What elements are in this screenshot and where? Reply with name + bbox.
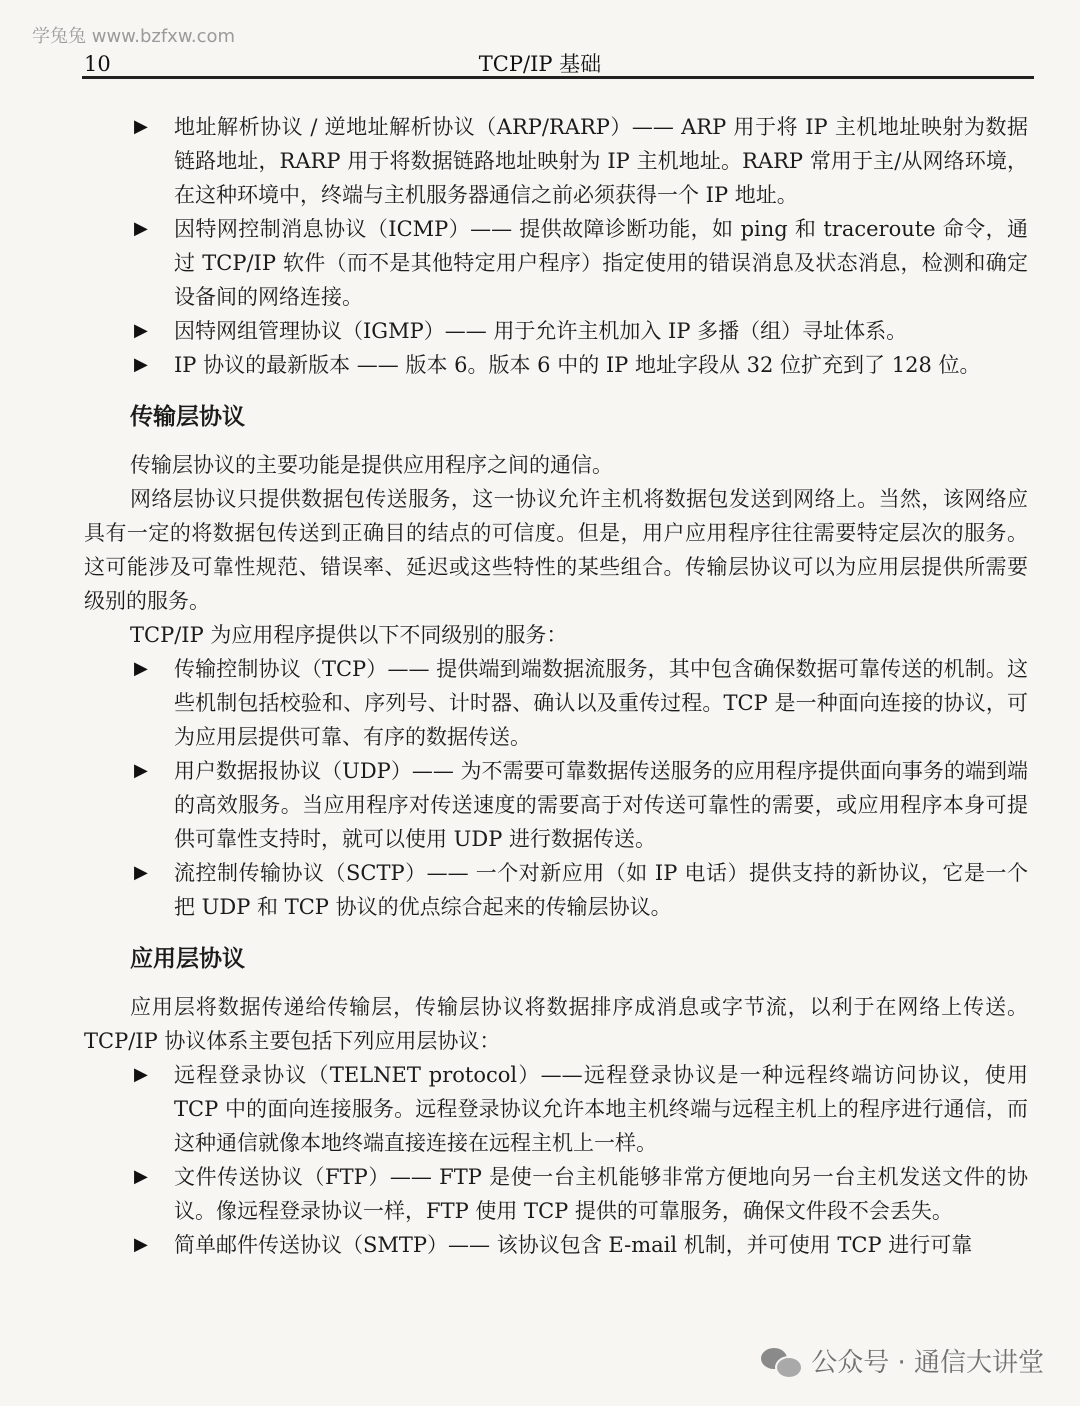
bullet-text: 因特网组管理协议（IGMP）—— 用于允许主机加入 IP 多播（组）寻址体系。 [174,319,908,343]
top-watermark: 学兔兔 www.bzfxw.com [32,26,236,47]
section-title-application: 应用层协议 [130,946,245,972]
bullet-text: 用户数据报协议（UDP）—— 为不需要可靠数据传送服务的应用程序提供面向事务的端到端的高效服务。当应用程序对传送速度的需要高于对传送可靠性的需要，或应用程序本身可提供可靠性支持时，就可以使用 UDP 进行数据传送。 [174,759,1028,851]
bullet-arp [84,110,1028,212]
wechat-icon [761,1346,801,1376]
bullet-marker-icon: ▶ [134,320,148,341]
paragraph: 网络层协议只提供数据包传送服务，这一协议允许主机将数据包发送到网络上。当然，该网络应具有一定的将数据包传送到正确目的结点的可信度。但是，用户应用程序往往需要特定层次的服务。这可能涉及可靠性规范、错误率、延迟或这些特性的某些组合。传输层协议可以为应用层提供所需要级别的服务。 [84,487,1028,613]
bottom-watermark-text: 公众号 · 通信大讲堂 [811,1348,1044,1378]
bullet-telnet [84,1058,1028,1160]
paragraph: 应用层将数据传递给传输层，传输层协议将数据排序成消息或字节流，以利于在网络上传送。TCP/IP 协议体系主要包括下列应用层协议： [84,995,1028,1053]
bullet-marker-icon: ▶ [134,862,148,883]
bullet-tcp [84,652,1028,754]
bullet-ftp [84,1160,1028,1228]
bullet-marker-icon: ▶ [134,116,148,137]
page-number: 10 [84,52,111,76]
bullet-marker-icon: ▶ [134,1234,148,1255]
bullet-text: 远程登录协议（TELNET protocol）——远程登录协议是一种远程终端访问协议，使用 TCP 中的面向连接服务。远程登录协议允许本地主机终端与远程主机上的程序进行通信，而这种通信就像本地终端直接连接在远程主机上一样。 [174,1063,1028,1155]
bullet-text: 流控制传输协议（SCTP）—— 一个对新应用（如 IP 电话）提供支持的新协议，它是一个把 UDP 和 TCP 协议的优点综合起来的传输层协议。 [174,861,1028,919]
paragraph: 传输层协议的主要功能是提供应用程序之间的通信。 [130,453,613,477]
bullet-marker-icon: ▶ [134,1166,148,1187]
bottom-watermark [761,1342,1044,1379]
bullet-marker-icon: ▶ [134,760,148,781]
section-title-transport: 传输层协议 [130,404,245,430]
bullet-marker-icon: ▶ [134,354,148,375]
bullet-smtp [84,1228,1028,1262]
paragraph: TCP/IP 为应用程序提供以下不同级别的服务： [130,623,568,647]
bullet-marker-icon: ▶ [134,218,148,239]
bullet-text: 地址解析协议 / 逆地址解析协议（ARP/RARP）—— ARP 用于将 IP 主机地址映射为数据链路地址，RARP 用于将数据链路地址映射为 IP 主机地址。RARP 常用于主/从网络环境，在这种环境中，终端与主机服务器通信之前必须获得一个 IP 地址。 [174,115,1028,207]
bullet-sctp [84,856,1028,924]
bullet-marker-icon: ▶ [134,1064,148,1085]
running-header: TCP/IP 基础 [478,52,602,76]
bullet-igmp [84,314,1028,348]
bullet-icmp [84,212,1028,314]
header-rule [82,76,1034,79]
bullet-text: 文件传送协议（FTP）—— FTP 是使一台主机能够非常方便地向另一台主机发送文件的协议。像远程登录协议一样，FTP 使用 TCP 提供的可靠服务，确保文件段不会丢失。 [174,1165,1028,1223]
bullet-text: 因特网控制消息协议（ICMP）—— 提供故障诊断功能，如 ping 和 traceroute 命令，通过 TCP/IP 软件（而不是其他特定用户程序）指定使用的错误消息及状态消息，检测和确定设备间的网络连接。 [174,217,1028,309]
page-body [84,110,1028,1262]
bullet-text: 传输控制协议（TCP）—— 提供端到端数据流服务，其中包含确保数据可靠传送的机制。这些机制包括校验和、序列号、计时器、确认以及重传过程。TCP 是一种面向连接的协议，可为应用层提供可靠、有序的数据传送。 [174,657,1028,749]
bullet-text: IP 协议的最新版本 —— 版本 6。版本 6 中的 IP 地址字段从 32 位扩充到了 128 位。 [174,353,981,377]
bullet-udp [84,754,1028,856]
bullet-text: 简单邮件传送协议（SMTP）—— 该协议包含 E-mail 机制，并可使用 TCP 进行可靠 [174,1233,973,1257]
bullet-ipv6 [84,348,1028,382]
bullet-marker-icon: ▶ [134,658,148,679]
